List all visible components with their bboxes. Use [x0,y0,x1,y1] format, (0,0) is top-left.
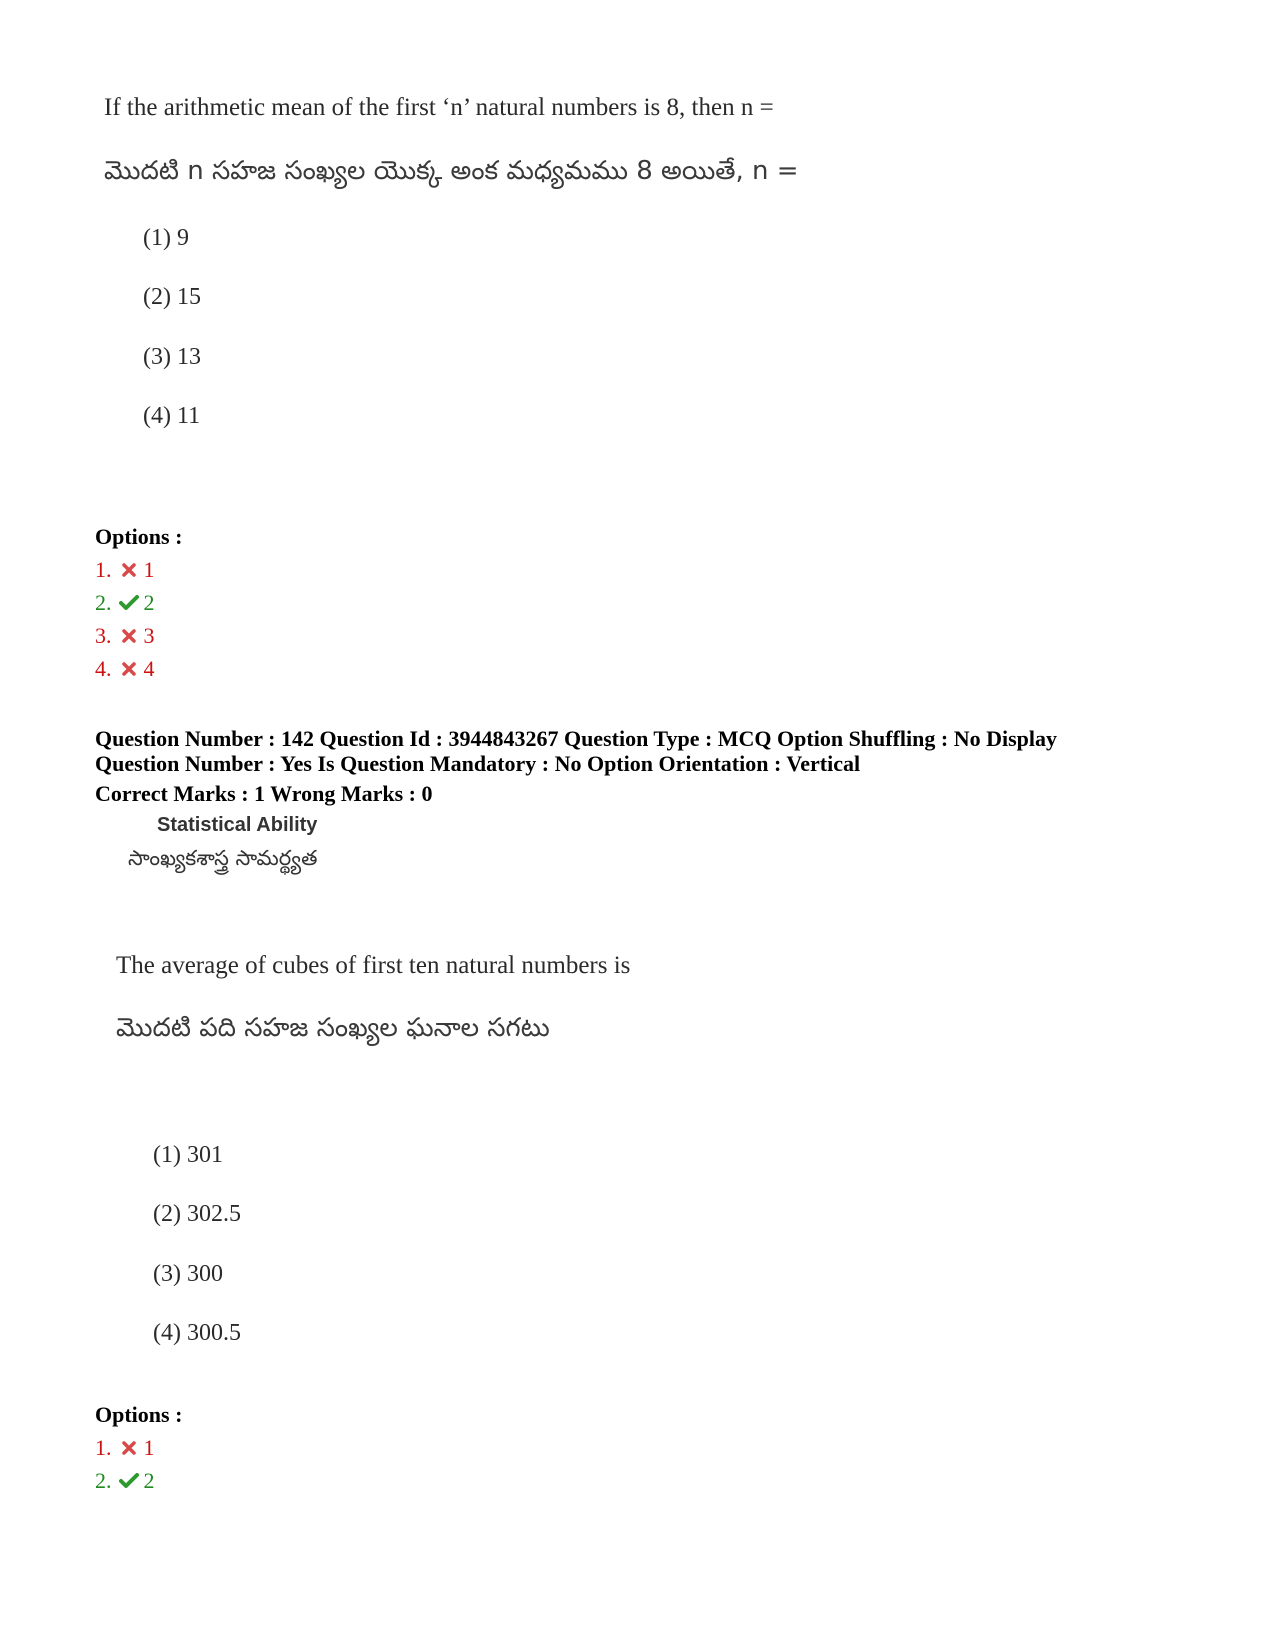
option-a-3 [95,623,155,649]
question-a-text-en: If the arithmetic mean of the first ‘n’ natural numbers is 8, then n = [104,94,774,121]
option-value: 2 [143,1468,155,1493]
question-meta-line-1: Question Number : 142 Question Id : 3944843267 Question Type : MCQ Option Shuffling : No Display [95,726,1058,751]
options-heading-a: Options : [95,524,183,549]
option-value: 4 [143,656,155,681]
option-number: 4. [95,656,112,681]
options-heading-b: Options : [95,1402,183,1427]
section-name-en: Statistical Ability [157,814,318,836]
option-number: 1. [95,1435,112,1460]
question-a-choice-2: (2) 15 [143,284,201,310]
option-number: 3. [95,623,112,648]
option-number: 2. [95,590,112,615]
check-icon [118,592,140,614]
question-b-text-te: మొదటి పది సహజ సంఖ్యల ఘనాల సగటు [116,1013,550,1043]
option-a-1 [95,557,155,583]
question-a-choice-3: (3) 13 [143,344,201,370]
option-a-4 [95,656,155,682]
option-a-2 [95,590,155,616]
cross-icon [118,559,140,581]
check-icon [118,1470,140,1492]
option-value: 2 [143,590,155,615]
option-value: 1 [143,557,155,582]
option-number: 2. [95,1468,112,1493]
cross-icon [118,658,140,680]
question-a-choice-4: (4) 11 [143,403,201,429]
question-b-choice-2: (2) 302.5 [153,1201,241,1227]
question-b-text-en: The average of cubes of first ten natural numbers is [116,952,631,979]
cross-icon [118,1437,140,1459]
question-a-text-te: మొదటి n సహజ సంఖ్యల యొక్క అంక మధ్యమము 8 అయితే, n = [104,156,799,186]
question-b-choice-1: (1) 301 [153,1142,223,1168]
question-meta-line-3: Correct Marks : 1 Wrong Marks : 0 [95,781,433,806]
section-name-te: సాంఖ్యకశాస్త్ర సామర్థ్యత [128,846,318,870]
option-number: 1. [95,557,112,582]
question-b-choice-3: (3) 300 [153,1261,223,1287]
option-b-1 [95,1435,155,1461]
cross-icon [118,625,140,647]
question-a-choice-1: (1) 9 [143,225,189,251]
option-b-2 [95,1468,155,1494]
option-value: 1 [143,1435,155,1460]
option-value: 3 [143,623,155,648]
question-b-choice-4: (4) 300.5 [153,1320,241,1346]
question-meta-line-2: Question Number : Yes Is Question Mandatory : No Option Orientation : Vertical [95,751,861,776]
